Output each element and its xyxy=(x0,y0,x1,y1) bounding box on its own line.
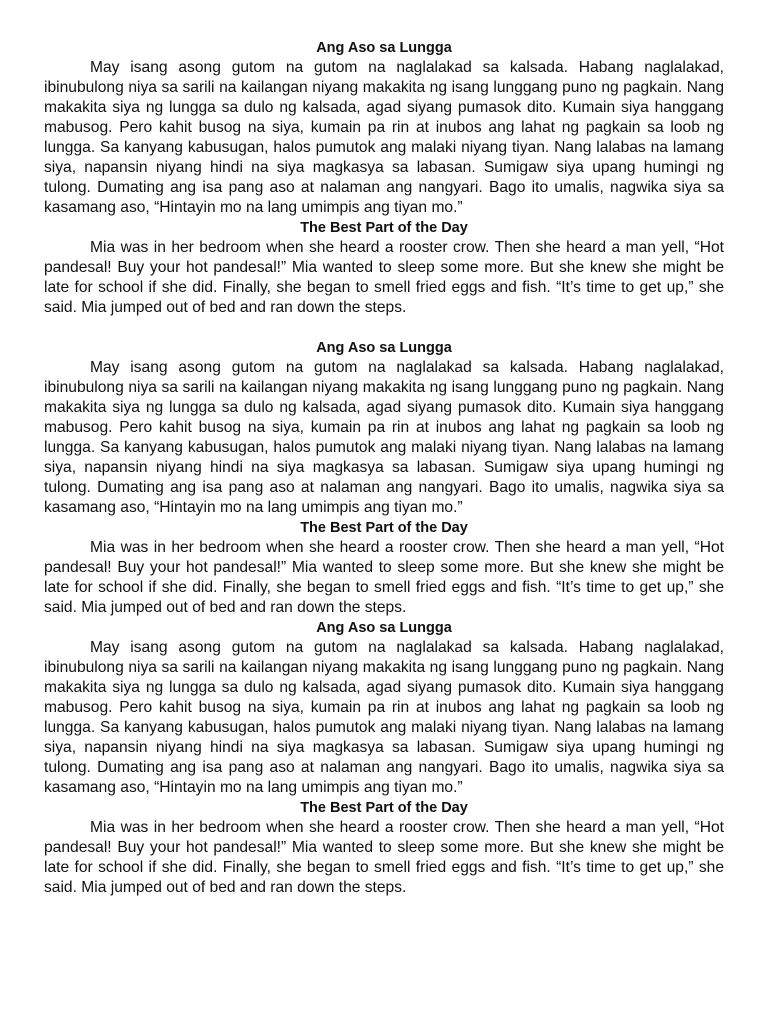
story-paragraph: Mia was in her bedroom when she heard a rooster crow. Then she heard a man yell, “Hot pandesal! Buy your hot pandesal!” Mia wanted to sleep some more. But she knew she might be late for school if she did. Finally, she began to smell fried eggs and fish. “It’s time to get up,” she said. Mia jumped out of bed and ran down the steps. xyxy=(44,539,724,616)
story-section-3 xyxy=(44,338,724,518)
story-section-6 xyxy=(44,798,724,898)
story-paragraph: May isang asong gutom na gutom na naglalakad sa kalsada. Habang naglalakad, ibinubulong niya sa sarili na kailangan niyang makakita ng isang lunggang puno ng pagkain. Nang makakita siya ng lungga sa dulo ng kalsada, agad siyang pumasok dito. Kumain siya hanggang mabusog. Pero kahit busog na siya, kumain pa rin at inubos ang lahat ng pagkain sa loob ng lungga. Sa kanyang kabusugan, halos pumutok ang malaki niyang tiyan. Nang lalabas na lamang siya, napansin niyang hindi na siya magkasya sa labasan. Sumigaw siya upang humingi ng tulong. Dumating ang isa pang aso at nalaman ang nangyari. Bago ito umalis, nagwika siya sa kasamang aso, “Hintayin mo na lang umimpis ang tiyan mo.” xyxy=(44,59,724,216)
story-section-4 xyxy=(44,518,724,618)
story-title: The Best Part of the Day xyxy=(300,220,468,236)
story-title: The Best Part of the Day xyxy=(300,520,468,536)
blank-line xyxy=(44,318,724,338)
story-title: The Best Part of the Day xyxy=(300,800,468,816)
story-title: Ang Aso sa Lungga xyxy=(316,620,452,636)
document-page xyxy=(44,38,724,898)
story-title: Ang Aso sa Lungga xyxy=(316,340,452,356)
story-paragraph: Mia was in her bedroom when she heard a rooster crow. Then she heard a man yell, “Hot pandesal! Buy your hot pandesal!” Mia wanted to sleep some more. But she knew she might be late for school if she did. Finally, she began to smell fried eggs and fish. “It’s time to get up,” she said. Mia jumped out of bed and ran down the steps. xyxy=(44,819,724,896)
story-section-1 xyxy=(44,38,724,218)
story-paragraph: May isang asong gutom na gutom na naglalakad sa kalsada. Habang naglalakad, ibinubulong niya sa sarili na kailangan niyang makakita ng isang lunggang puno ng pagkain. Nang makakita siya ng lungga sa dulo ng kalsada, agad siyang pumasok dito. Kumain siya hanggang mabusog. Pero kahit busog na siya, kumain pa rin at inubos ang lahat ng pagkain sa loob ng lungga. Sa kanyang kabusugan, halos pumutok ang malaki niyang tiyan. Nang lalabas na lamang siya, napansin niyang hindi na siya magkasya sa labasan. Sumigaw siya upang humingi ng tulong. Dumating ang isa pang aso at nalaman ang nangyari. Bago ito umalis, nagwika siya sa kasamang aso, “Hintayin mo na lang umimpis ang tiyan mo.” xyxy=(44,639,724,796)
story-section-2 xyxy=(44,218,724,318)
story-title: Ang Aso sa Lungga xyxy=(316,40,452,56)
story-paragraph: May isang asong gutom na gutom na naglalakad sa kalsada. Habang naglalakad, ibinubulong niya sa sarili na kailangan niyang makakita ng isang lunggang puno ng pagkain. Nang makakita siya ng lungga sa dulo ng kalsada, agad siyang pumasok dito. Kumain siya hanggang mabusog. Pero kahit busog na siya, kumain pa rin at inubos ang lahat ng pagkain sa loob ng lungga. Sa kanyang kabusugan, halos pumutok ang malaki niyang tiyan. Nang lalabas na lamang siya, napansin niyang hindi na siya magkasya sa labasan. Sumigaw siya upang humingi ng tulong. Dumating ang isa pang aso at nalaman ang nangyari. Bago ito umalis, nagwika siya sa kasamang aso, “Hintayin mo na lang umimpis ang tiyan mo.” xyxy=(44,359,724,516)
story-section-5 xyxy=(44,618,724,798)
story-paragraph: Mia was in her bedroom when she heard a rooster crow. Then she heard a man yell, “Hot pandesal! Buy your hot pandesal!” Mia wanted to sleep some more. But she knew she might be late for school if she did. Finally, she began to smell fried eggs and fish. “It’s time to get up,” she said. Mia jumped out of bed and ran down the steps. xyxy=(44,239,724,316)
